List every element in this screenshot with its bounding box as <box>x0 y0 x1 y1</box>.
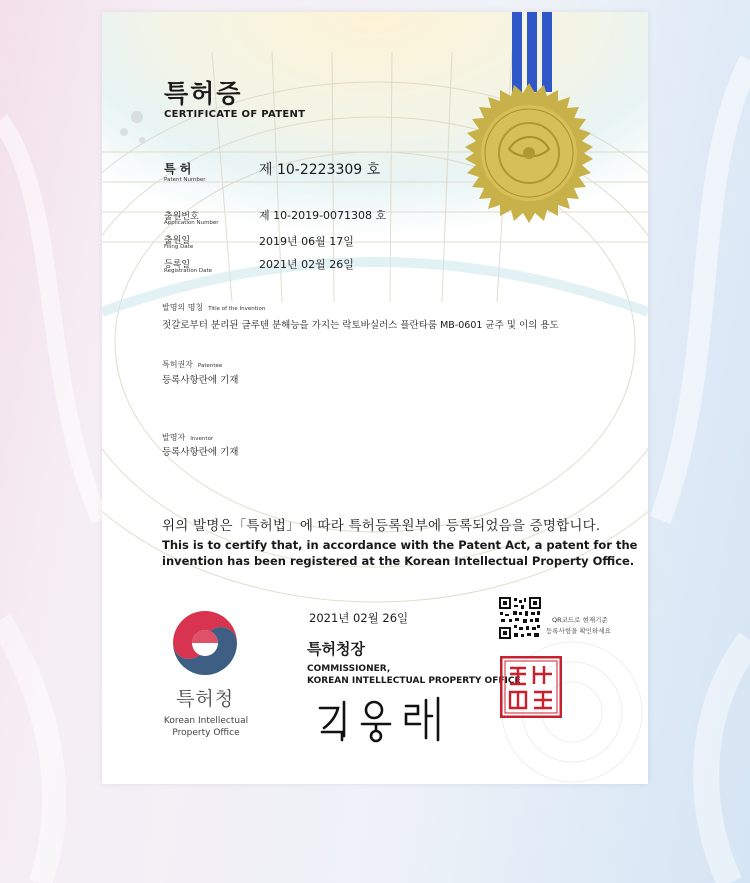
patentee-label <box>162 359 222 370</box>
qr-note-1: QR코드로 현재기준 <box>552 616 608 624</box>
registration-date-label: 등록일 <box>164 260 191 270</box>
patentee-label-ko: 특허권자 <box>162 360 193 369</box>
signature-icon <box>314 694 454 744</box>
qr-code-icon <box>499 597 541 639</box>
commissioner-title-ko: 특허청장 <box>307 640 365 658</box>
certification-statement-en-2: invention has been registered at the Korean Intellectual Property Office. <box>162 554 635 568</box>
official-stamp <box>500 656 562 718</box>
filing-date-label: 출원일 <box>164 236 191 246</box>
kipo-logo-icon <box>170 608 240 678</box>
invention-label-en: Title of the Invention <box>208 306 266 312</box>
gold-seal-icon <box>458 82 600 224</box>
official-stamp-icon <box>500 656 562 718</box>
ribbon-icon <box>512 12 552 92</box>
certificate-paper <box>102 12 648 784</box>
patent-number-label-en: Patent Number <box>164 177 206 183</box>
issue-date: 2021년 02월 26일 <box>309 611 409 625</box>
invention-label <box>162 302 265 313</box>
invention-label-ko: 발명의 명칭 <box>162 303 204 312</box>
patent-number-label: 특 허 <box>164 162 192 176</box>
kipo-name-en-1: Korean Intellectual <box>163 716 249 726</box>
filing-date-label-en: Filing Date <box>164 244 194 250</box>
certification-statement-ko: 위의 발명은「특허법」에 따라 특허등록원부에 등록되었음을 증명합니다. <box>162 518 601 534</box>
kipo-name-ko: 특허청 <box>176 688 235 710</box>
commissioner-title-en-1: COMMISSIONER, <box>307 664 391 674</box>
filing-date-value: 2019년 06월 17일 <box>259 235 354 248</box>
application-number-label-en: Application Number <box>164 220 219 226</box>
registration-date-value: 2021년 02월 26일 <box>259 258 354 271</box>
commissioner-title-en-2: KOREAN INTELLECTUAL PROPERTY OFFICE <box>307 676 521 686</box>
inventor-label-ko: 발명자 <box>162 433 186 442</box>
inventor-label-en: Inventor <box>190 436 214 442</box>
certification-statement-en-1: This is to certify that, in accordance with the Patent Act, a patent for the <box>162 538 638 552</box>
application-number-label: 출원번호 <box>164 212 199 222</box>
inventor-value: 등록사항란에 기재 <box>162 447 239 458</box>
inventor-label <box>162 432 213 443</box>
registration-date-label-en: Registration Date <box>164 268 213 274</box>
patentee-label-en: Patentee <box>197 363 223 369</box>
patentee-value: 등록사항란에 기재 <box>162 375 239 386</box>
kipo-name-en-2: Property Office <box>172 728 240 738</box>
certificate-title: 특허증 <box>164 79 243 108</box>
application-number-value: 제 10-2019-0071308 호 <box>259 209 387 222</box>
qr-note-2: 등록사항을 확인하세요 <box>546 627 611 635</box>
patent-number-value: 제 10-2223309 호 <box>259 162 381 178</box>
certificate-title-en: CERTIFICATE OF PATENT <box>164 109 306 120</box>
invention-title: 젓갈로부터 분리된 글루텐 분해능을 가지는 락토바실러스 플란타룸 MB-0601 균주 및 이의 용도 <box>162 320 559 331</box>
